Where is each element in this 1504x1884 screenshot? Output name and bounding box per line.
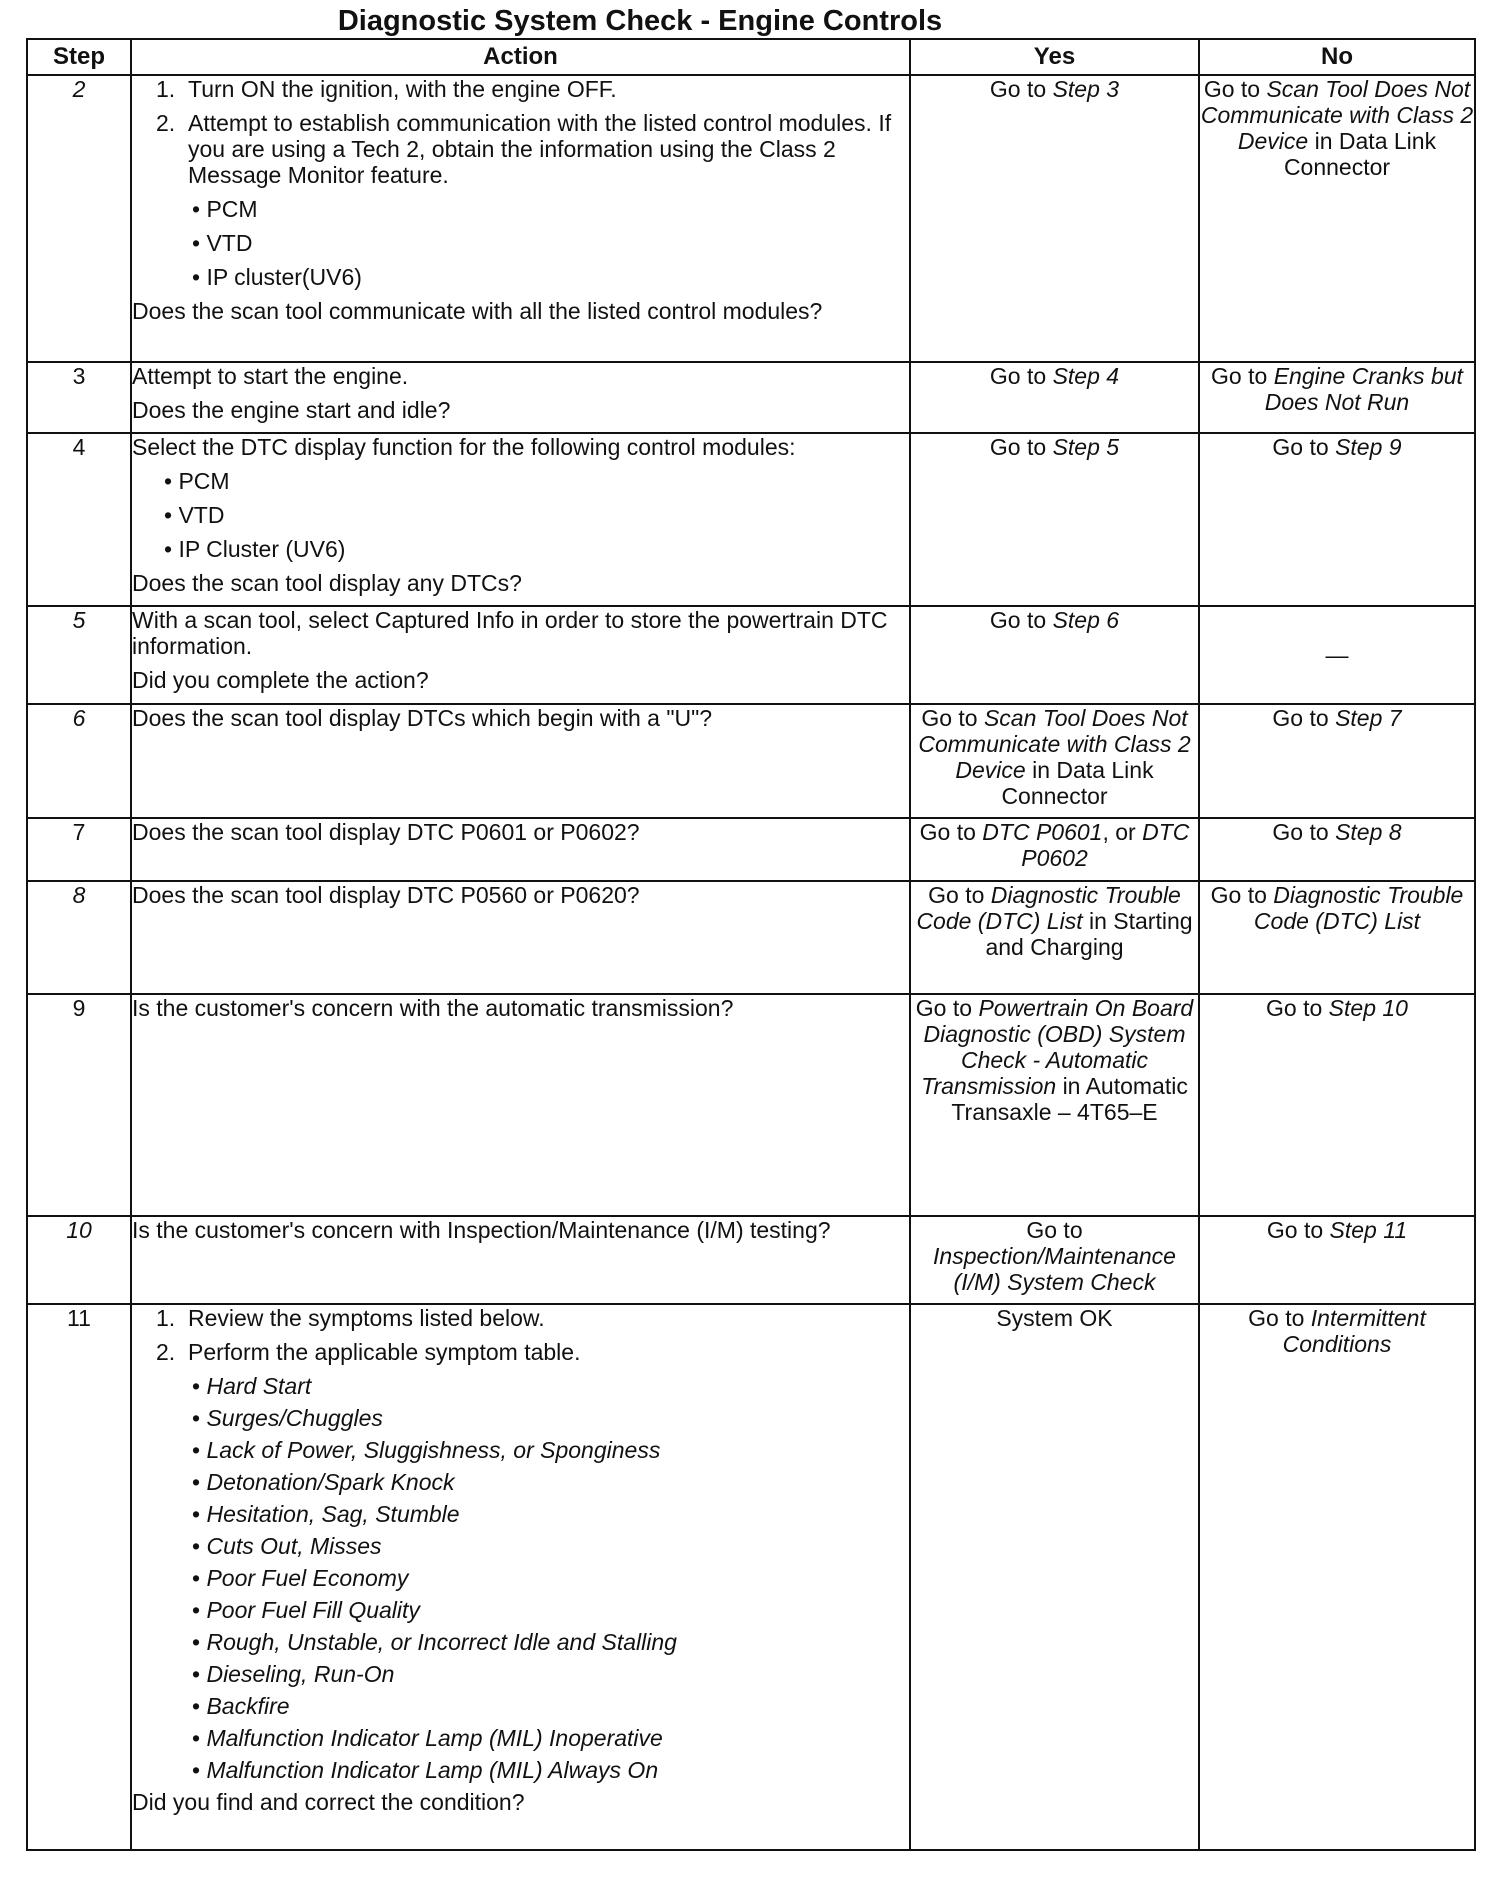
diagnostic-table (26, 38, 1476, 1851)
list-item: • VTD (192, 230, 253, 256)
no-cell: Go to Scan Tool Does Not Communicate with Class 2 Device in Data Link Connector (1199, 75, 1475, 362)
question-text: Does the scan tool communicate with all the listed control modules? (132, 298, 823, 324)
list-item: • Surges/Chuggles (192, 1405, 383, 1431)
header-row (27, 39, 1475, 75)
action-cell (131, 994, 910, 1216)
step-number: 5 (27, 606, 131, 704)
question-text: Did you find and correct the condition? (132, 1789, 525, 1815)
list-item: • Hesitation, Sag, Stumble (192, 1501, 460, 1527)
yes-cell: Go to Powertrain On Board Diagnostic (OBD) System Check - Automatic Transmission in Automatic Transaxle – 4T65–E (910, 994, 1199, 1216)
step-number: 10 (27, 1216, 131, 1304)
header-no: No (1199, 39, 1475, 75)
yes-cell: Go to DTC P0601, or DTC P0602 (910, 818, 1199, 881)
no-cell: Go to Intermittent Conditions (1199, 1304, 1475, 1850)
list-item: • Poor Fuel Economy (192, 1565, 409, 1591)
question-text: Does the scan tool display DTCs which begin with a "U"? (132, 705, 713, 731)
action-cell (131, 1304, 910, 1850)
list-item: • IP cluster(UV6) (192, 264, 362, 290)
header-step: Step (27, 39, 131, 75)
action-cell (131, 1216, 910, 1304)
question-text: Does the scan tool display DTC P0601 or P0602? (132, 819, 640, 845)
question-text: Does the engine start and idle? (132, 397, 451, 423)
action-cell: Attempt to start the engine. Does the engine start and idle? (131, 362, 910, 433)
list-item: • Backfire (192, 1693, 290, 1719)
table-row (27, 881, 1475, 994)
step-number: 8 (27, 881, 131, 994)
list-item: • Hard Start (192, 1373, 312, 1399)
table-row (27, 362, 1475, 433)
list-item: • Malfunction Indicator Lamp (MIL) Always On (192, 1757, 659, 1783)
table-row (27, 75, 1475, 362)
list-item: • Lack of Power, Sluggishness, or Sponginess (192, 1437, 661, 1463)
list-item: • VTD (164, 502, 225, 528)
page-title: Diagnostic System Check - Engine Controls (337, 5, 943, 37)
no-cell: Go to Engine Cranks but Does Not Run (1199, 362, 1475, 433)
no-cell: Go to Step 10 (1199, 994, 1475, 1216)
numbered-item: 1. Review the symptoms listed below. (156, 1305, 545, 1331)
no-cell: — (1199, 606, 1475, 704)
list-item: • Cuts Out, Misses (192, 1533, 382, 1559)
action-cell (131, 818, 910, 881)
yes-cell: Go to Step 3 (910, 75, 1199, 362)
list-item: • PCM (192, 196, 258, 222)
question-text: Does the scan tool display any DTCs? (132, 570, 522, 596)
numbered-item: 2. Attempt to establish communication with the listed control modules. If you are using a Tech 2, obtain the information using the Class 2 Message Monitor feature. (156, 110, 892, 188)
no-cell: Go to Diagnostic Trouble Code (DTC) List (1199, 881, 1475, 994)
header-yes: Yes (910, 39, 1199, 75)
header-action: Action (131, 39, 910, 75)
action-cell (131, 75, 910, 362)
step-number: 2 (27, 75, 131, 362)
question-text: Did you complete the action? (132, 667, 429, 693)
step-number: 9 (27, 994, 131, 1216)
yes-cell: Go to Inspection/Maintenance (I/M) System Check (910, 1216, 1199, 1304)
table-row (27, 433, 1475, 606)
table-row (27, 606, 1475, 704)
no-cell: Go to Step 9 (1199, 433, 1475, 606)
step-number: 4 (27, 433, 131, 606)
list-item: • IP Cluster (UV6) (164, 536, 346, 562)
table-row (27, 1304, 1475, 1850)
step-number: 6 (27, 704, 131, 818)
step-number: 7 (27, 818, 131, 881)
table-row (27, 704, 1475, 818)
yes-cell: Go to Step 5 (910, 433, 1199, 606)
step-number: 11 (27, 1304, 131, 1850)
no-cell: Go to Step 8 (1199, 818, 1475, 881)
action-cell (131, 704, 910, 818)
yes-cell: Go to Step 6 (910, 606, 1199, 704)
table-row (27, 994, 1475, 1216)
no-cell: Go to Step 7 (1199, 704, 1475, 818)
question-text: Is the customer's concern with the automatic transmission? (132, 995, 734, 1021)
action-cell: With a scan tool, select Captured Info in order to store the powertrain DTC information. Did you complete the action? (131, 606, 910, 704)
question-text: Does the scan tool display DTC P0560 or P0620? (132, 882, 640, 908)
table-row (27, 1216, 1475, 1304)
table-row (27, 818, 1475, 881)
yes-cell: System OK (910, 1304, 1199, 1850)
list-item: • Malfunction Indicator Lamp (MIL) Inoperative (192, 1725, 663, 1751)
question-text: Is the customer's concern with Inspection/Maintenance (I/M) testing? (132, 1217, 831, 1243)
numbered-item: 2. Perform the applicable symptom table. (156, 1339, 581, 1365)
action-cell: Select the DTC display function for the following control modules: • PCM • VTD • IP Cluster (UV6) Does the scan tool display any DTCs? (131, 433, 910, 606)
numbered-item: 1. Turn ON the ignition, with the engine OFF. (156, 76, 617, 102)
yes-cell: Go to Scan Tool Does Not Communicate with Class 2 Device in Data Link Connector (910, 704, 1199, 818)
step-number: 3 (27, 362, 131, 433)
list-item: • Rough, Unstable, or Incorrect Idle and Stalling (192, 1629, 677, 1655)
list-item: • PCM (164, 468, 230, 494)
list-item: • Poor Fuel Fill Quality (192, 1597, 420, 1623)
no-cell: Go to Step 11 (1199, 1216, 1475, 1304)
yes-cell: Go to Step 4 (910, 362, 1199, 433)
yes-cell: Go to Diagnostic Trouble Code (DTC) List in Starting and Charging (910, 881, 1199, 994)
action-cell (131, 881, 910, 994)
list-item: • Detonation/Spark Knock (192, 1469, 455, 1495)
list-item: • Dieseling, Run-On (192, 1661, 395, 1687)
